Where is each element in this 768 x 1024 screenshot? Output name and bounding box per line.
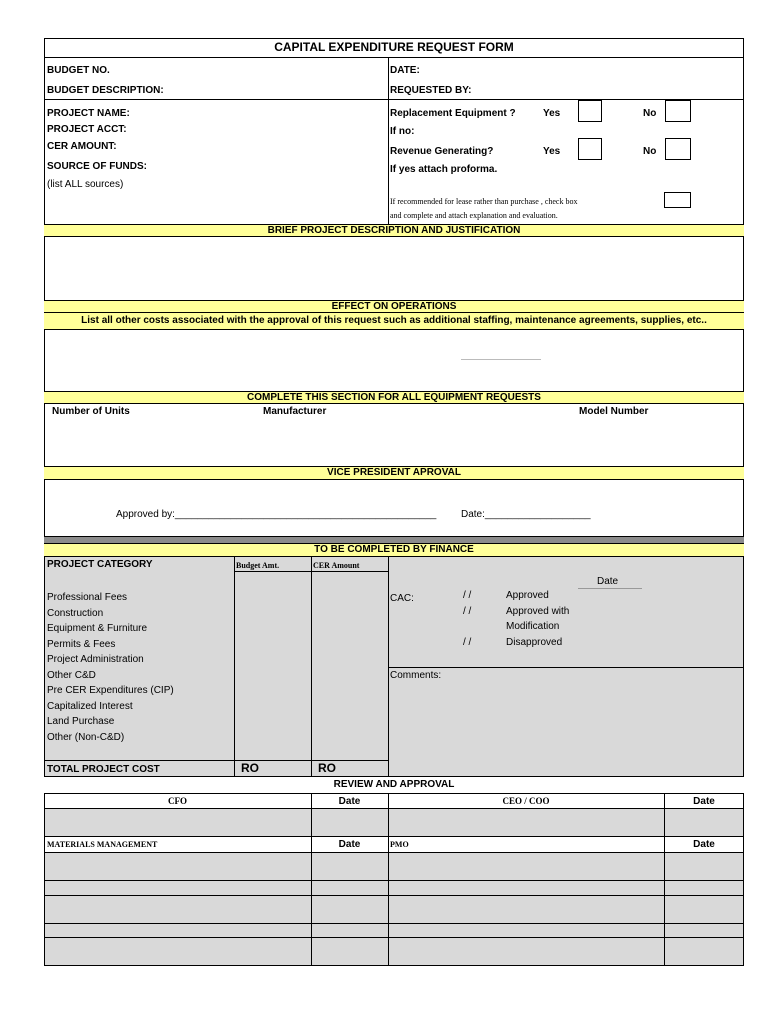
cfo-label: CFO — [168, 796, 187, 806]
vp-approval-header: VICE PRESIDENT APROVAL — [44, 466, 744, 480]
total-project-cost-label: TOTAL PROJECT COST — [47, 764, 160, 775]
model-number-label: Model Number — [579, 406, 649, 417]
replacement-no-label: No — [643, 108, 657, 119]
brief-description-area[interactable] — [45, 237, 743, 300]
divider — [388, 667, 744, 668]
divider — [311, 794, 312, 966]
divider — [44, 99, 744, 100]
category-item: Professional Fees — [47, 592, 128, 603]
review-row[interactable] — [45, 938, 743, 965]
category-item: Other C&D — [47, 669, 96, 681]
category-item: Capitalized Interest — [47, 700, 133, 712]
replacement-yes-label: Yes — [543, 108, 561, 119]
review-row[interactable] — [45, 809, 743, 836]
lease-checkbox[interactable] — [664, 192, 691, 208]
category-item: Permits & Fees — [47, 638, 116, 650]
cac-slash: / / — [463, 637, 472, 648]
number-of-units-label: Number of Units — [52, 406, 130, 417]
review-row[interactable] — [45, 853, 743, 880]
date-label: DATE: — [390, 65, 420, 76]
project-acct-label: PROJECT ACCT: — [47, 124, 127, 135]
cac-date-line — [578, 588, 642, 589]
cer-amount-col-label: CER Amount — [313, 561, 360, 570]
category-item: Construction — [47, 607, 104, 619]
lease-note-line2: and complete and attach explanation and evaluation. — [390, 211, 558, 220]
review-row[interactable] — [45, 881, 743, 895]
divider — [44, 760, 388, 761]
revenue-yes-checkbox[interactable] — [578, 138, 602, 160]
cfo-date-label: Date — [338, 796, 361, 807]
project-category-label: PROJECT CATEGORY — [47, 559, 153, 570]
cac-slash: / / — [463, 606, 472, 617]
disapproved-option[interactable]: Disapproved — [506, 637, 563, 648]
source-of-funds-label: SOURCE OF FUNDS: — [47, 161, 147, 172]
cer-amount-label: CER AMOUNT: — [47, 141, 117, 152]
modification-label: Modification — [506, 621, 560, 632]
ceo-date-label: Date — [693, 796, 715, 807]
cac-slash: / / — [463, 590, 472, 601]
pmo-date-label: Date — [693, 839, 715, 850]
effect-on-operations-header: EFFECT ON OPERATIONS — [44, 300, 744, 313]
manufacturer-label: Manufacturer — [263, 406, 327, 417]
budget-description-label: BUDGET DESCRIPTION: — [47, 85, 164, 96]
replacement-equipment-label: Replacement Equipment ? — [390, 108, 516, 119]
form-title: CAPITAL EXPENDITURE REQUEST FORM — [274, 40, 514, 54]
divider — [388, 57, 389, 229]
list-sources-note: (list ALL sources) — [47, 179, 124, 190]
approved-option[interactable]: Approved — [506, 590, 549, 601]
materials-management-label: MATERIALS MANAGEMENT — [47, 840, 158, 849]
divider — [234, 557, 235, 776]
category-item: Project Administration — [47, 654, 144, 665]
category-item: Other (Non-C&D) — [47, 731, 125, 743]
divider — [234, 571, 388, 572]
comments-label: Comments: — [390, 670, 442, 681]
revenue-no-label: No — [643, 146, 657, 157]
replacement-yes-checkbox[interactable] — [578, 100, 602, 122]
divider — [388, 794, 389, 966]
replacement-no-checkbox[interactable] — [665, 100, 691, 122]
equipment-requests-header: COMPLETE THIS SECTION FOR ALL EQUIPMENT REQUESTS — [44, 391, 744, 404]
divider — [44, 57, 744, 58]
category-item: Pre CER Expenditures (CIP) — [47, 685, 174, 696]
if-no-label: If no: — [390, 126, 415, 137]
if-yes-proforma-label: If yes attach proforma. — [390, 164, 498, 175]
effect-on-operations-area[interactable] — [45, 330, 743, 390]
total-budget-value: RO — [241, 761, 259, 775]
review-row[interactable] — [45, 924, 743, 937]
lease-note-line1: If recommended for lease rather than purchase , check box — [390, 197, 578, 206]
pmo-label: PMO — [390, 840, 409, 849]
finance-header: TO BE COMPLETED BY FINANCE — [44, 543, 744, 557]
ceo-coo-label: CEO / COO — [502, 796, 550, 806]
cac-label: CAC: — [390, 593, 414, 604]
cac-date-label: Date — [597, 576, 619, 587]
project-name-label: PROJECT NAME: — [47, 108, 130, 119]
review-approval-title: REVIEW AND APPROVAL — [333, 779, 455, 790]
category-item: Land Purchase — [47, 716, 115, 727]
faint-line — [461, 359, 541, 360]
materials-date-label: Date — [338, 839, 361, 850]
category-item: Equipment & Furniture — [47, 623, 148, 634]
budget-amt-label: Budget Amt. — [236, 561, 280, 570]
category-list — [47, 592, 174, 747]
requested-by-label: REQUESTED BY: — [390, 85, 472, 96]
effect-on-operations-note: List all other costs associated with the approval of this request such as additional staffing, maintenance agreements, supplies, etc.. — [44, 313, 744, 330]
revenue-yes-label: Yes — [543, 146, 561, 157]
divider — [311, 557, 312, 776]
approved-with-option[interactable]: Approved with — [506, 606, 570, 617]
divider — [44, 836, 744, 837]
budget-no-label: BUDGET NO. — [47, 65, 110, 76]
total-cer-value: RO — [318, 761, 336, 775]
vp-date-field[interactable]: Date:___________________ — [461, 509, 591, 520]
revenue-generating-label: Revenue Generating? — [390, 146, 494, 157]
approved-by-field[interactable]: Approved by:_______________________________________________ — [116, 509, 437, 520]
review-row[interactable] — [45, 896, 743, 923]
revenue-no-checkbox[interactable] — [665, 138, 691, 160]
divider — [664, 794, 665, 966]
comments-area[interactable] — [389, 682, 743, 776]
brief-description-header: BRIEF PROJECT DESCRIPTION AND JUSTIFICATION — [44, 224, 744, 237]
